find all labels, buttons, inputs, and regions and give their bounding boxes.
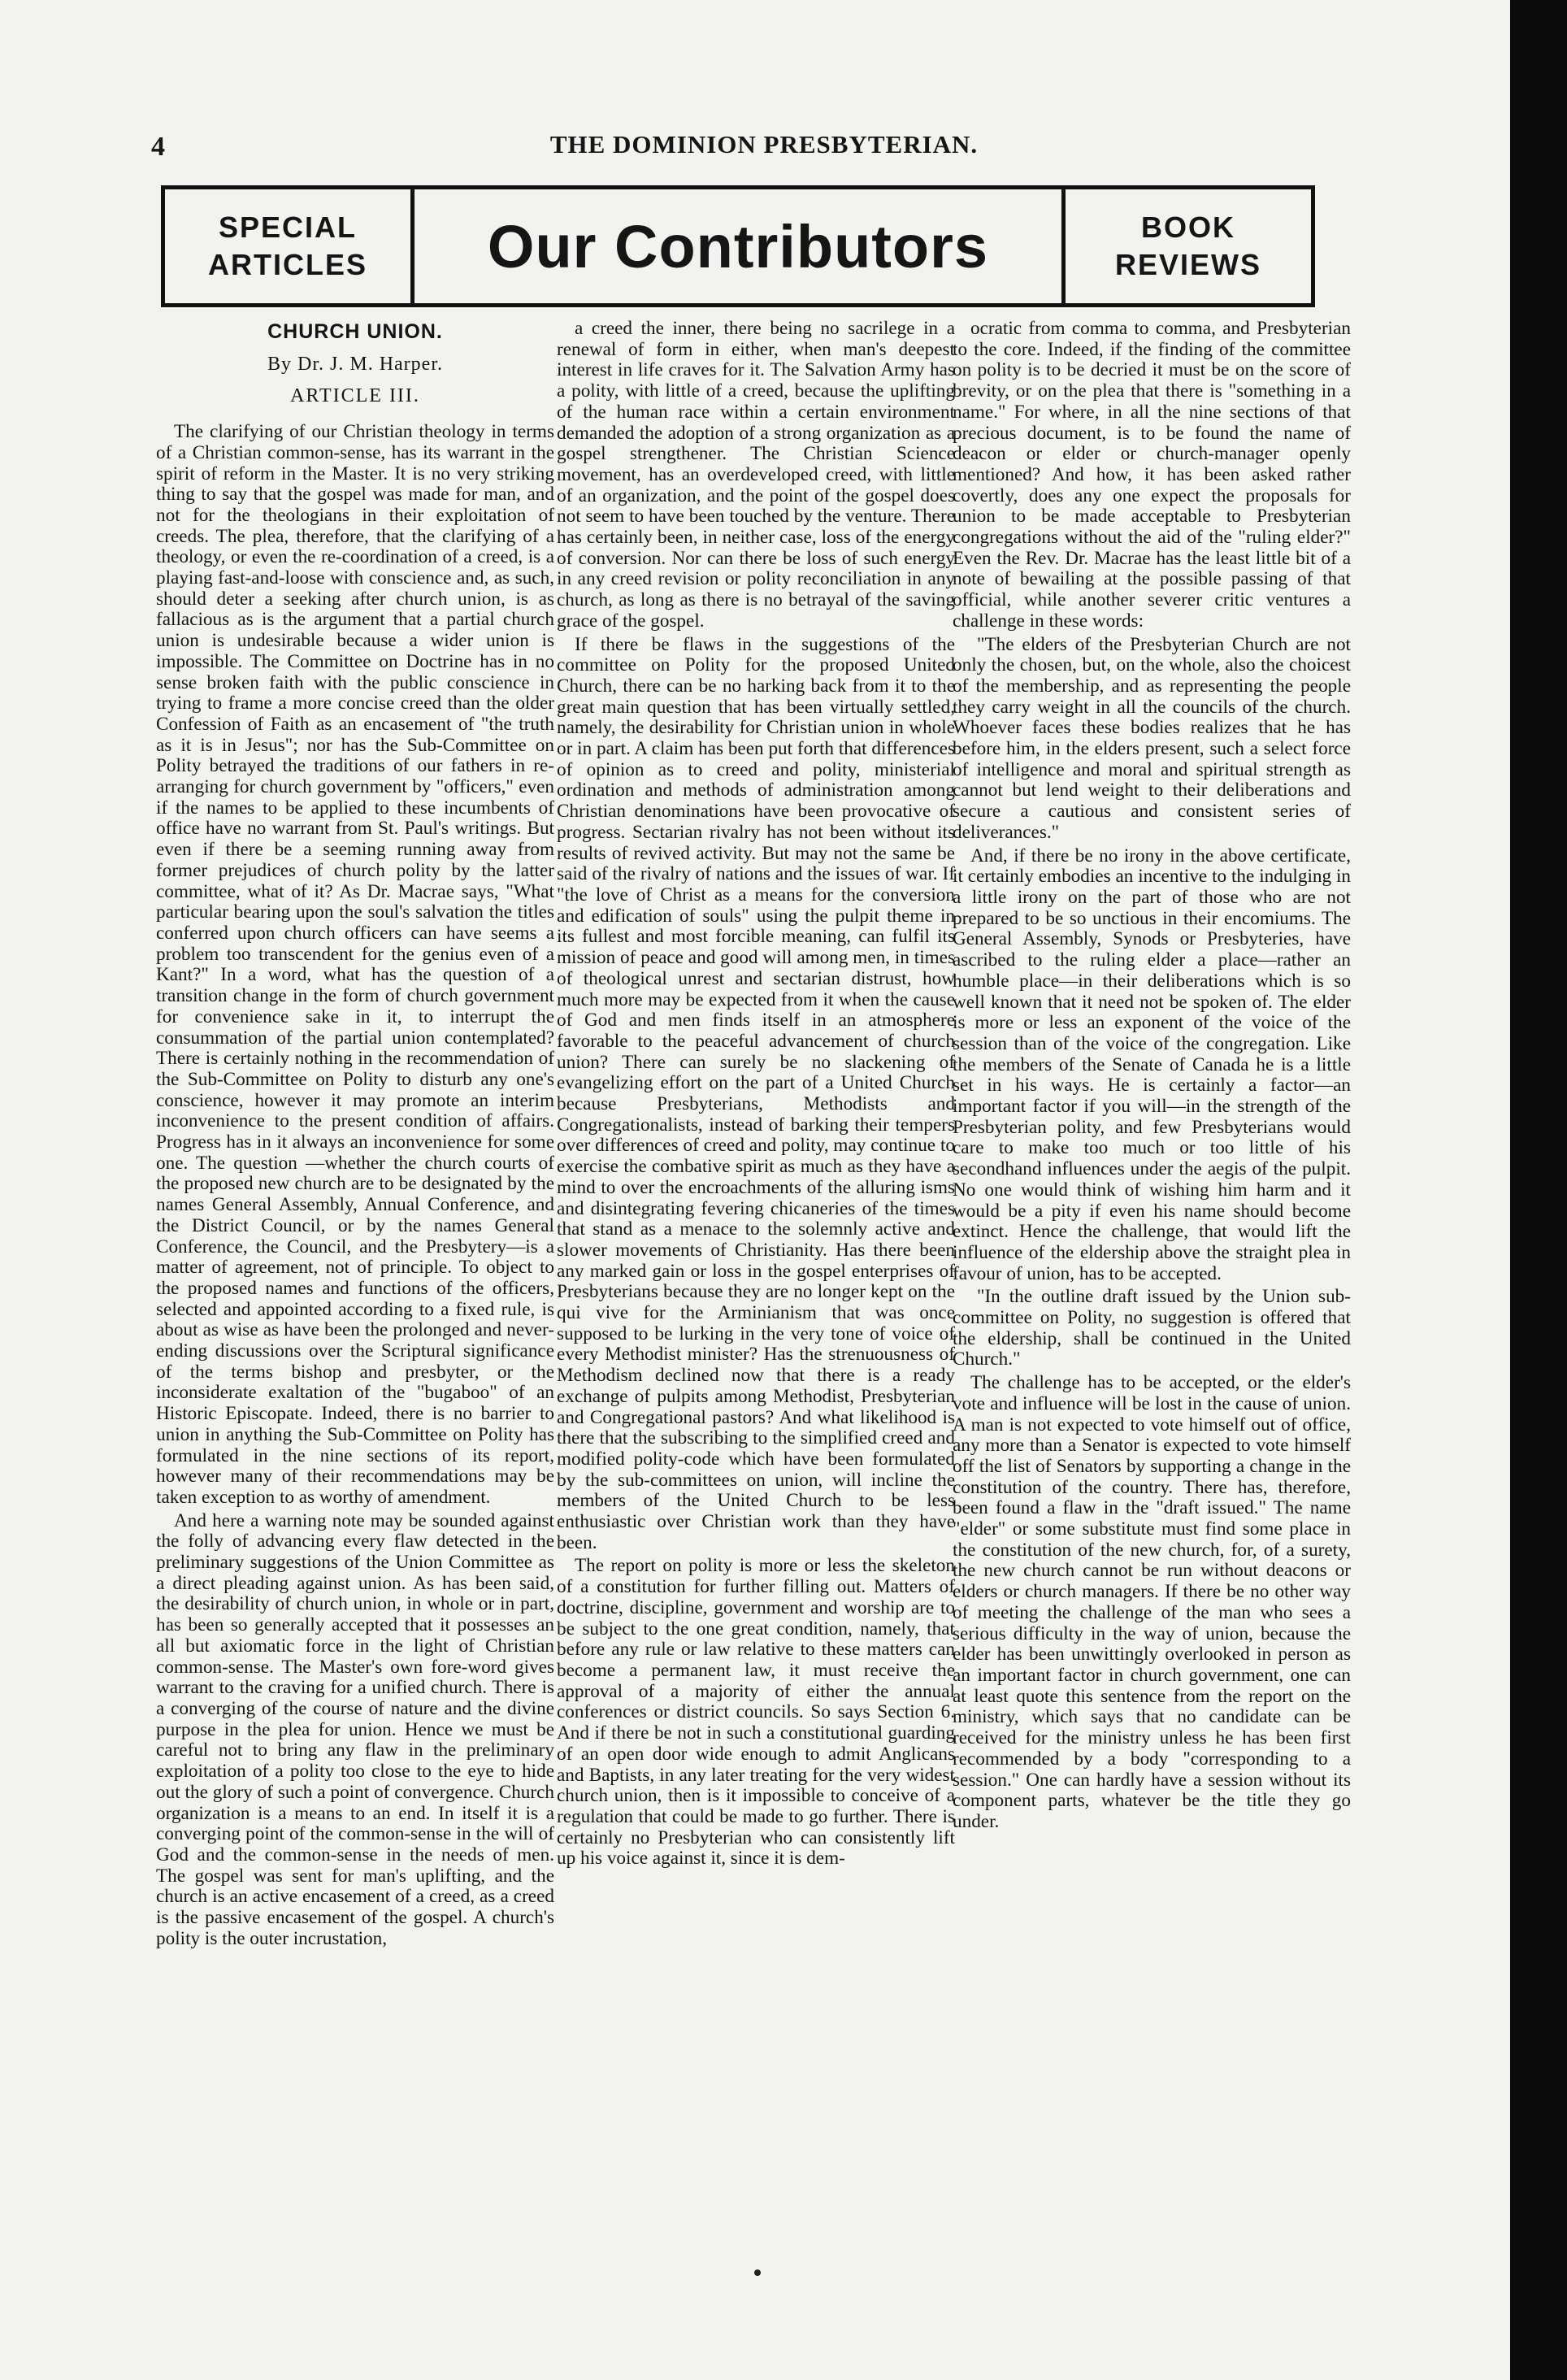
running-head: THE DOMINION PRESBYTERIAN. [549, 130, 979, 159]
special-label: SPECIAL [218, 211, 358, 244]
reviews-label: REVIEWS [1114, 248, 1262, 281]
paragraph: The challenge has to be accepted, or the elder's vote and influence will be lost in the cause of union. A man is not expected to vote himself out of office, any more than a Senator is expected to vote himself off the list of Senators by supporting a change in the constitution of the country. There has, therefore, been found a flaw in the "draft issued." The name "elder" or some substitute must find some place in the constitution of the new church, for, of a surety, the new church cannot be run without deacons or elders or church managers. If there be no other way of meeting the challenge of the man who sees a serious difficulty in the way of union, because the elder has been unwittingly overlooked in person as an important factor in church government, one can at least quote this sentence from the report on the ministry, which says that no candidate can be received for the ministry unless he has been first recommended by a body "corresponding to a session." One can hardly have a session without its component parts, whatever be the title they go under. [953, 1372, 1351, 1832]
column-1 [156, 319, 554, 2269]
page-number: 4 [151, 132, 165, 162]
quoted-paragraph: "In the outline draft issued by the Union sub-committee on Polity, no suggestion is offered that the eldership, shall be continued in the United Church." [953, 1286, 1351, 1370]
special-articles-box [165, 189, 415, 303]
paragraph: And, if there be no irony in the above certificate, it certainly embodies an incentive to the indulging in a little irony on the part of those who are not prepared to be so unctious in their encomiums. The General Assembly, Synods or Presbyteries, have ascribed to the ruling elder a place—rather an humble place—in their deliberations which is so well known that it need not be spoken of. The elder is more or less an exponent of the voice of the session than of the voice of the congregation. Like the members of the Senate of Canada he is a little set in his ways. He is certainly a factor—an important factor if you will—in the strength of the Presbyterian polity, and few Presbyterians would care to make too much or too little of his secondhand influences under the aegis of the pulpit. No one would think of wishing him harm and it would be a pity if even his name should become extinct. Hence the challenge, that would lift the influence of the eldership above the straight plea in favour of union, has to be accepted. [953, 845, 1351, 1284]
paragraph: And here a warning note may be sounded against the folly of advancing every flaw detected in the preliminary suggestions of the Union Committee as a direct pleading against union. As has been said, the desirability of church union, in whole or in part, has been so generally accepted that it possesses an all but axiomatic force in the light of Christian common-sense. The Master's own fore-word gives warrant to the craving for a unified church. There is a converging of the course of nature and the divine purpose in the plea for union. Hence we must be careful not to bring any flaw in the preliminary exploitation of a polity too close to the eye to hide out the glory of such a point of convergence. Church organization is a means to an end. In itself it is a converging point of the common-sense in the will of God and the common-sense in the needs of men. The gospel was sent for man's uplifting, and the church is an active encasement of a creed, as a creed is the passive encasement of the gospel. A church's polity is the outer incrustation, [156, 1509, 554, 1949]
paragraph: The clarifying of our Christian theology in terms of a Christian common-sense, has its warrant in the spirit of reform in the Master. It is no very striking thing to say that the gospel was made for man, and not for the theologians in their exploitation of creeds. The plea, therefore, that the clarifying of a theology, or even the re-coordination of a creed, is a playing fast-and-loose with conscience and, as such, should deter a seeking after church union, is as fallacious as is the argument that a partial church union is undesirable because a wider union is impossible. The Committee on Doctrine has in no sense broken faith with the public conscience in trying to frame a more concise creed than the older Confession of Faith as an encasement of "the truth as it is in Jesus"; nor has the Sub-Committee on Polity betrayed the traditions of our fathers in re-arranging for church government by "officers," even if the names to be applied to these incumbents of office have no warrant from St. Paul's writings. But even if there be a seeming running away from former prejudices of church polity by the latter committee, what of it? As Dr. Macrae says, "What particular bearing upon the soul's salvation the titles conferred upon church officers can have seems a problem too transcendent for the genius even of a Kant?" In a word, what has the question of a transition change in the form of church government for convenience sake in it, to interrupt the consummation of the partial union contemplated? There is certainly nothing in the recommendation of the Sub-Committee on Polity to disturb any one's conscience, however it may promote an interim inconvenience to the present condition of affairs. Progress has in it always an inconvenience for some one. The question —whether the church courts of the proposed new church are to be designated by the names General Assembly, Annual Conference, and the District Council, or by the names General Conference, the Council, and the Presbytery—is a matter of agreement, not of principle. To object to the proposed names and functions of the officers, selected and appointed according to a fixed rule, is about as wise as have been the prolonged and never-ending discussions over the Scriptural significance of the terms bishop and presbyter, or the inconsiderate exaltation of the "bugaboo" of an Historic Episcopate. Indeed, there is no barrier to union in anything the Sub-Committee on Polity has formulated in the nine sections of its report, however many of their recommendations may be taken exception to as worthy of amendment. [156, 421, 554, 1508]
section-banner [161, 185, 1315, 307]
articles-label: ARTICLES [208, 248, 367, 281]
article-byline: By Dr. J. M. Harper. [267, 353, 443, 375]
article-title: CHURCH UNION. [267, 320, 443, 343]
book-reviews-box [1061, 189, 1311, 303]
section-title: Our Contributors [487, 212, 989, 280]
column-3 [953, 319, 1351, 2269]
print-mark [754, 2269, 761, 2276]
paragraph: If there be flaws in the suggestions of the committee on Polity for the proposed United Church, there can be no harking back from it to the great main question that has been virtually settled, namely, the desirability for Christian union in whole or in part. A claim has been put forth that differences of opinion as to creed and polity, ministerial ordination and methods of administration among Christian denominations have been provocative of progress. Sectarian rivalry has not been without its results of revived activity. But may not the same be said of the rivalry of nations and the issues of war. If "the love of Christ as a means for the conversion and edification of souls" using the pulpit theme in its fullest and most forcible meaning, can fulfil its mission of peace and good will among men, in times of theological unrest and sectarian distrust, how much more may be expected from it when the cause of God and men finds itself in an atmosphere favorable to the peaceful advancement of church union? There can surely be no slackening of evangelizing effort on the part of a United Church because Presbyterians, Methodists and Congregationalists, instead of barking their tempers over differences of creed and polity, may continue to exercise the combative spirit as much as they have a mind to over the encroachments of the alluring isms and disintegrating fevering chicaneries of the times that stand as a menace to the solemnly active and slower movements of Christianity. Has there been any marked gain or loss in the gospel enterprises of Presbyterians because they are no longer kept on the qui vive for the Arminianism that was once supposed to be lurking in the very tone of voice of every Methodist minister? Has the strenuousness of Methodism declined now that there is a ready exchange of pulpits among Methodist, Presbyterian and Congregational pastors? And what likelihood is there that the subscribing to the simplified creed and modified polity-code which have been formulated by the sub-committees on union, will incline the members of the United Church to be less enthusiastic over Christian work than they have been. [557, 633, 955, 1553]
article-number: ARTICLE III. [290, 385, 420, 407]
column-2 [557, 319, 955, 2269]
paragraph: The report on polity is more or less the skeleton of a constitution for further filling out. Matters of doctrine, discipline, government and worship are to be subject to the one great condition, namely, that before any rule or law relative to these matters can become a permanent law, it must receive the approval of a majority of either the annual conferences or district councils. So says Section 6. And if there be not in such a constitutional guarding of an open door wide enough to admit Anglicans and Baptists, in any later treating for the very widest church union, then is it impossible to conceive of a regulation that could be made to go further. There is certainly no Presbyterian who can consistently lift up his voice against it, since it is dem- [557, 1555, 955, 1870]
scan-edge [1510, 0, 1567, 2380]
book-label: BOOK [1141, 211, 1235, 244]
paragraph: a creed the inner, there being no sacrilege in a renewal of form in either, when man's deepest interest in life craves for it. The Salvation Army has a polity, with little of a creed, because the uplifting of the human race within a certain environment demanded the adoption of a strong organization as a gospel strengthener. The Christian Science movement, has an overdeveloped creed, with little of an organization, and the point of the gospel does not seem to have been touched by the venture. There has certainly been, in neither case, loss of the energy of conversion. Nor can there be loss of such energy in any creed revision or polity reconciliation in any church, as long as there is no betrayal of the saving grace of the gospel. [557, 319, 955, 632]
quoted-paragraph: "The elders of the Presbyterian Church are not only the chosen, but, on the whole, also the choicest of the membership, and as representing the people they carry weight in all the councils of the church. Whoever faces these bodies realizes that he has before him, in the elders present, such a select force of intelligence and moral and spiritual strength as cannot but lend weight to their deliberations and secure a cautious and consistent series of deliverances." [953, 633, 1351, 843]
paragraph: ocratic from comma to comma, and Presbyterian to the core. Indeed, if the finding of the committee on polity is to be decried it must be on the score of brevity, or on the plea that there is "something in a name." For where, in all the nine sections of that precious document, is to be found the name of deacon or elder or church-manager openly mentioned? And how, it has been asked rather covertly, does any one expect the proposals for union to be made acceptable to Presbyterian congregations without the aid of the "ruling elder?" Even the Rev. Dr. Macrae has the least little bit of a note of bewailing at the possible passing of that official, while another severer critic ventures a challenge in these words: [953, 319, 1351, 632]
